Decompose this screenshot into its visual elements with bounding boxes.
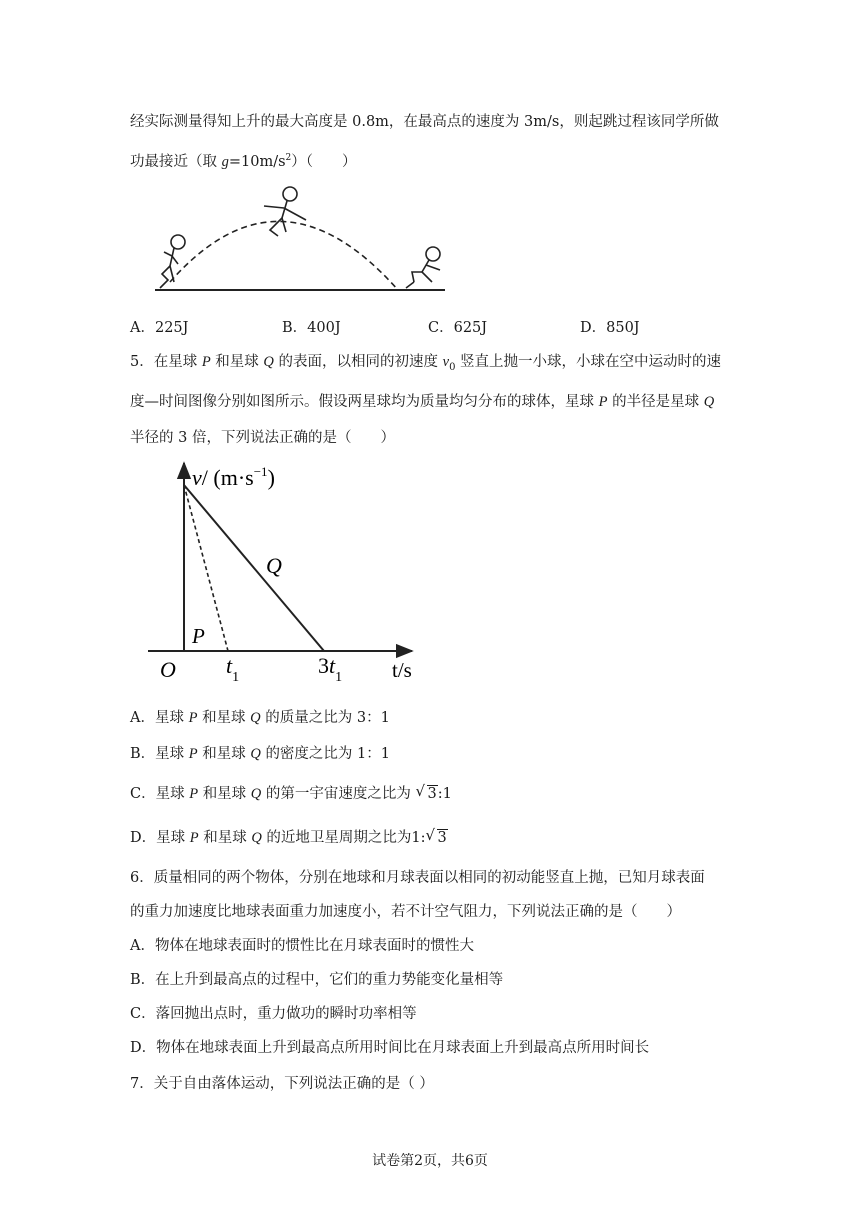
line-q xyxy=(184,485,324,651)
q5-stem-line1: 5．在星球 P 和星球 Q 的表面，以相同的初速度 $v_0$ 竖直上抛一小球，小球在空中运动时的速 xyxy=(130,354,722,373)
jumper-landing xyxy=(406,247,440,288)
q5-option-d[interactable]: D．星球 P 和星球 Q 的近地卫星周期之比为1: √ 3 xyxy=(130,826,447,846)
q5-option-c[interactable]: C．星球 P 和星球 Q 的第一宇宙速度之比为 √ 3:1 xyxy=(130,782,452,802)
vt-graph xyxy=(140,455,440,695)
tick-label-3t1: $3t_1$ xyxy=(318,653,343,685)
q4-stem-line1: 经实际测量得知上升的最大高度是 0.8m，在最高点的速度为 3m/s，则起跳过程该同学所做 xyxy=(130,114,719,130)
q4-option-b[interactable]: B．400J xyxy=(282,320,341,336)
jump-figure xyxy=(150,182,450,297)
q5-option-b[interactable]: B．星球 P 和星球 Q 的密度之比为 1：1 xyxy=(130,746,390,762)
tick-label-t1: $t_1$ xyxy=(226,653,240,685)
origin-label: O xyxy=(160,657,176,682)
q7-stem-line1: 7．关于自由落体运动，下列说法正确的是（ ） xyxy=(130,1076,434,1092)
x-axis-label: t/s xyxy=(392,658,412,682)
trajectory-arc xyxy=(170,221,398,290)
q6-option-d[interactable]: D．物体在地球表面上升到最高点所用时间比在月球表面上升到最高点所用时间长 xyxy=(130,1040,650,1056)
q5-stem-line2: 度—时间图像分别如图所示。假设两星球均为质量均匀分布的球体，星球 P 的半径是星球 Q xyxy=(130,394,715,410)
q4-option-c[interactable]: C．625J xyxy=(428,320,488,336)
sqrt-symbol: √ 3 xyxy=(415,782,437,802)
y-axis-label: v/ $(m\cdot s^{-1})$ xyxy=(192,464,275,490)
q4-option-a[interactable]: A．225J xyxy=(130,320,189,336)
sqrt-symbol: √ 3 xyxy=(425,826,447,846)
page-footer: 试卷第2页，共6页 xyxy=(372,1153,488,1169)
q6-stem-line2: 的重力加速度比地球表面重力加速度小，若不计空气阻力，下列说法正确的是（ ） xyxy=(130,904,681,920)
q6-stem-line1: 6．质量相同的两个物体，分别在地球和月球表面以相同的初动能竖直上抛，已知月球表面 xyxy=(130,870,705,886)
q5-option-a[interactable]: A．星球 P 和星球 Q 的质量之比为 3：1 xyxy=(130,710,390,726)
jumper-apex xyxy=(264,187,306,236)
q6-option-c[interactable]: C．落回抛出点时，重力做功的瞬时功率相等 xyxy=(130,1006,417,1022)
curve-label-p: P xyxy=(192,624,205,648)
q4-stem-line2: 功最接近（取 $g=10m/s^2$）（ ） xyxy=(130,153,357,170)
q5-stem-line3: 半径的 3 倍，下列说法正确的是（ ） xyxy=(130,430,395,446)
q6-option-a[interactable]: A．物体在地球表面时的惯性比在月球表面时的惯性大 xyxy=(130,938,474,954)
curve-label-q: Q xyxy=(266,553,282,578)
q6-option-b[interactable]: B．在上升到最高点的过程中，它们的重力势能变化量相等 xyxy=(130,972,504,988)
q4-option-d[interactable]: D．850J xyxy=(580,320,640,336)
